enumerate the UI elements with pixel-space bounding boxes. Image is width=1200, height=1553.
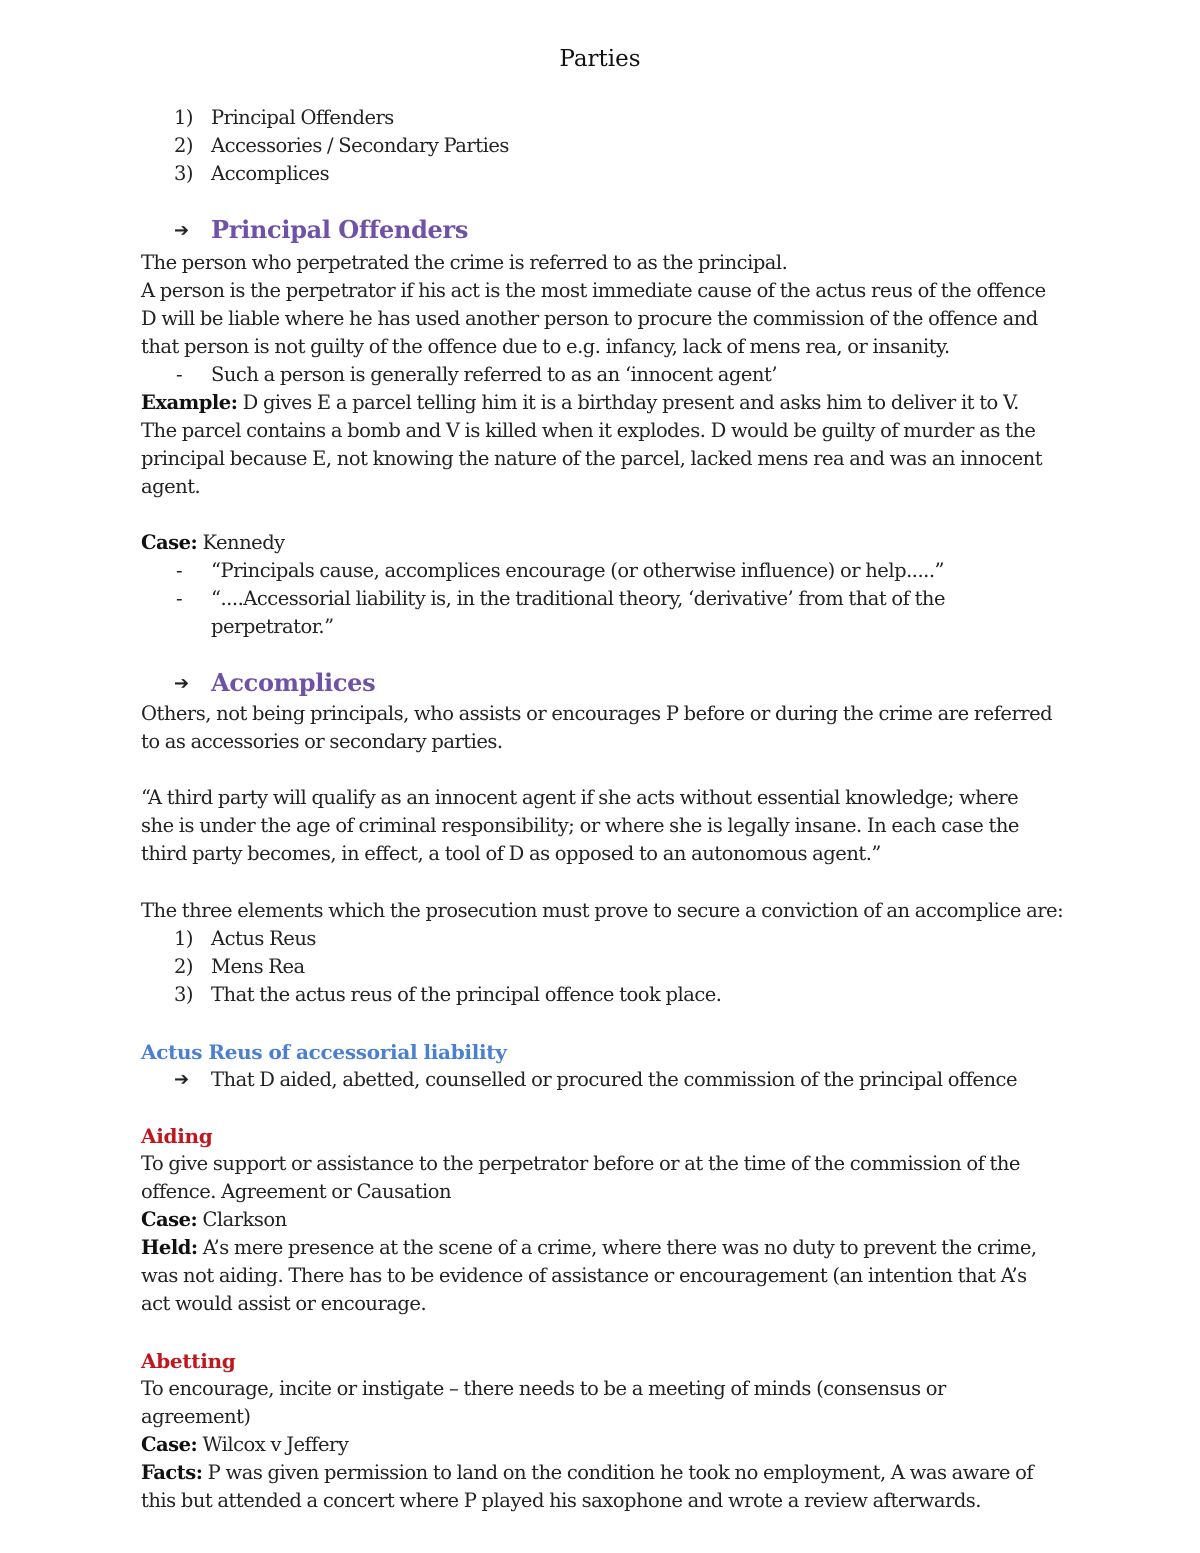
quote-line: third party becomes, in effect, a tool of D as opposed to an autonomous agent.” (141, 842, 881, 865)
held-text: A’s mere presence at the scene of a crime, where there was no duty to prevent the crime, (197, 1236, 1037, 1259)
arrow-icon: ➔ (174, 673, 189, 694)
facts-line (141, 1459, 1033, 1487)
example-line (141, 389, 1019, 417)
arrow-icon: ➔ (174, 220, 189, 241)
list-item: Accomplices (211, 162, 330, 185)
paragraph-line: this but attended a concert where P played his saxophone and wrote a review afterwards. (141, 1489, 982, 1512)
paragraph-line: To give support or assistance to the perpetrator before or at the time of the commission of the (141, 1152, 1020, 1175)
facts-text: P was given permission to land on the condition he took no employment, A was aware of (202, 1461, 1034, 1484)
paragraph-line: The parcel contains a bomb and V is killed when it explodes. D would be guilty of murder as the (141, 419, 1036, 442)
list-item: Accessories / Secondary Parties (211, 134, 509, 157)
list-number: 3) (174, 983, 194, 1006)
case-name: Kennedy (197, 531, 285, 554)
paragraph-line: principal because E, not knowing the nature of the parcel, lacked mens rea and was an innocent (141, 447, 1043, 470)
list-number: 1) (174, 927, 194, 950)
bullet-dash: - (176, 363, 183, 386)
list-number: 2) (174, 955, 194, 978)
list-number: 1) (174, 106, 194, 129)
case-label: Case: (141, 531, 198, 554)
quote-line: “A third party will qualify as an innocent agent if she acts without essential knowledge; where (141, 786, 1019, 809)
list-item: Principal Offenders (211, 106, 394, 129)
quote-text: “....Accessorial liability is, in the traditional theory, ‘derivative’ from that of the (211, 587, 946, 610)
paragraph-line: To encourage, incite or instigate – there needs to be a meeting of minds (consensus or (141, 1377, 946, 1400)
paragraph-line: The person who perpetrated the crime is referred to as the principal. (141, 251, 788, 274)
arrow-point-text: That D aided, abetted, counselled or procured the commission of the principal offence (211, 1068, 1017, 1091)
subheading-actus-reus: Actus Reus of accessorial liability (141, 1040, 507, 1064)
case-label: Case: (141, 1208, 198, 1231)
held-label: Held: (141, 1236, 198, 1259)
case-label: Case: (141, 1433, 198, 1456)
paragraph-line: was not aiding. There has to be evidence of assistance or encouragement (an intention that A’s (141, 1264, 1027, 1287)
held-line (141, 1234, 1037, 1262)
paragraph-line: agent. (141, 475, 201, 498)
case-line (141, 1431, 348, 1459)
section-heading-principal: Principal Offenders (211, 215, 469, 244)
quote-text: “Principals cause, accomplices encourage (or otherwise influence) or help.....” (211, 559, 945, 582)
bullet-dash: - (176, 587, 183, 610)
paragraph-line: act would assist or encourage. (141, 1292, 427, 1315)
section-heading-accomplices: Accomplices (211, 668, 376, 697)
case-line (141, 529, 285, 557)
case-name: Clarkson (197, 1208, 287, 1231)
quote-text: perpetrator.” (211, 615, 334, 638)
facts-label: Facts: (141, 1461, 203, 1484)
paragraph-line: D will be liable where he has used another person to procure the commission of the offence and (141, 307, 1038, 330)
list-item: Mens Rea (211, 955, 305, 978)
bullet-text: Such a person is generally referred to as an ‘innocent agent’ (211, 363, 778, 386)
example-label: Example: (141, 391, 238, 414)
list-number: 2) (174, 134, 194, 157)
paragraph-line: The three elements which the prosecution must prove to secure a conviction of an accomplice are: (141, 899, 1064, 922)
paragraph-line: Others, not being principals, who assists or encourages P before or during the crime are referred (141, 702, 1053, 725)
subheading-abetting: Abetting (141, 1349, 236, 1373)
paragraph-line: offence. Agreement or Causation (141, 1180, 452, 1203)
case-name: Wilcox v Jeffery (197, 1433, 349, 1456)
paragraph-line: to as accessories or secondary parties. (141, 730, 503, 753)
quote-line: she is under the age of criminal responsibility; or where she is legally insane. In each case the (141, 814, 1019, 837)
page-title: Parties (559, 46, 641, 72)
paragraph-line: agreement) (141, 1405, 251, 1428)
example-text: D gives E a parcel telling him it is a birthday present and asks him to deliver it to V. (237, 391, 1019, 414)
list-number: 3) (174, 162, 194, 185)
bullet-dash: - (176, 559, 183, 582)
paragraph-line: that person is not guilty of the offence due to e.g. infancy, lack of mens rea, or insanity. (141, 335, 950, 358)
arrow-icon: ➔ (174, 1069, 189, 1090)
list-item: Actus Reus (211, 927, 316, 950)
case-line (141, 1206, 287, 1234)
list-item: That the actus reus of the principal offence took place. (211, 983, 722, 1006)
paragraph-line: A person is the perpetrator if his act is the most immediate cause of the actus reus of the offence (141, 279, 1046, 302)
subheading-aiding: Aiding (141, 1124, 213, 1148)
